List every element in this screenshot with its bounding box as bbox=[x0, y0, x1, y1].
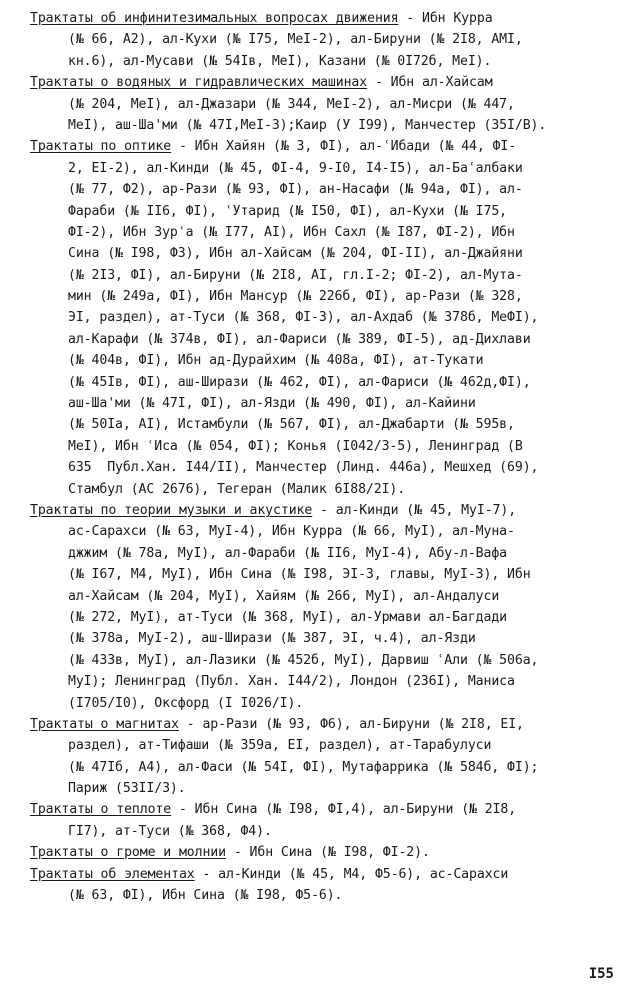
entry-text: (№ 204, МеI), ал-Джазари (№ 344, МеI-2), ал-Мисри (№ 447, bbox=[68, 96, 515, 112]
entry-text: МеI), аш-Ша'ми (№ 47I,МеI-3);Каир (У I99), Манчестер (35I/В). bbox=[68, 117, 547, 133]
entry-text: - Ибн Курра bbox=[398, 11, 493, 26]
entry-first-line bbox=[30, 72, 624, 93]
page-number: I55 bbox=[588, 966, 614, 982]
entry-text: ас-Сарахси (№ 63, МуI-4), Ибн Курра (№ 66, МуI), ал-Муна- bbox=[68, 524, 515, 540]
entry bbox=[30, 714, 624, 800]
entry-text: Сина (№ I98, Ф3), Ибн ал-Хайсам (№ 204, ФI-II), ал-Джайяни bbox=[68, 246, 523, 262]
entry-text: 635 Публ.Хан. I44/II), Манчестер (Линд. 446а), Мешхед (69), bbox=[68, 460, 539, 476]
entry-first-line bbox=[30, 842, 624, 863]
entry-text: - ал-Кинди (№ 45, МуI-7), bbox=[312, 502, 517, 518]
entry-text: джжим (№ 78а, МуI), ал-Фараби (№ II6, МуI-4), Абу-л-Вафа bbox=[68, 545, 508, 561]
entry-text: МуI); Ленинград (Публ. Хан. I44/2), Лондон (236I), Маниса bbox=[68, 674, 515, 690]
entry-heading: Трактаты о водяных и гидравлических машинах bbox=[30, 75, 368, 91]
entry-text: ГI7), ат-Туси (№ 368, Ф4). bbox=[68, 823, 272, 839]
entry-text: (№ 404в, ФI), Ибн ад-Дурайхим (№ 408а, ФI), ат-Тукати bbox=[68, 353, 484, 369]
entry-text: (№ 66, А2), ал-Кухи (№ I75, МеI-2), ал-Бируни (№ 2I8, АМI, bbox=[68, 32, 523, 48]
entry-text: аш-Ша'ми (№ 47I, ФI), ал-Язди (№ 490, ФI), ал-Кайини bbox=[68, 396, 476, 412]
entry-text: Париж (53II/3). bbox=[68, 781, 186, 797]
entry-text: (№ 50Iа, АI), Истамбули (№ 567, ФI), ал-Джабарти (№ 595в, bbox=[68, 417, 515, 433]
entry-text: ЭI, раздел), ат-Туси (№ 368, ФI-3), ал-Ахдаб (№ 378б, МеФI), bbox=[68, 310, 539, 326]
entry-text: (№ 272, МуI), ат-Туси (№ 368, МуI), ал-Урмави ал-Багдади bbox=[68, 609, 508, 625]
entry-text: - ар-Рази (№ 93, Ф6), ал-Бируни (№ 2I8, ЕI, bbox=[178, 716, 524, 732]
entry-text: (№ 77, Ф2), ар-Рази (№ 93, ФI), ан-Насафи (№ 94а, ФI), ал- bbox=[68, 182, 523, 198]
entry-text: - ал-Кинди (№ 45, М4, Ф5-6), ас-Сарахси bbox=[194, 866, 509, 882]
entry-heading: Трактаты о теплоте bbox=[30, 802, 172, 818]
entry-text: ФI-2), Ибн Зурʿа (№ I77, АI), Ибн Сахл (№ I87, ФI-2), Ибн bbox=[68, 224, 515, 240]
entry-first-line bbox=[30, 500, 624, 521]
entry-text: (№ 2I3, ФI), ал-Бируни (№ 2I8, АI, гл.I-2; ФI-2), ал-Мута- bbox=[68, 267, 523, 283]
entry bbox=[30, 72, 624, 136]
entry bbox=[30, 500, 624, 714]
entry-text: кн.6), ал-Мусави (№ 54Iв, МеI), Казани (№ 0I72б, МеI). bbox=[68, 53, 492, 69]
entry-text: - Ибн Хайян (№ 3, ФI), ал-ʿИбади (№ 44, ФI- bbox=[171, 139, 517, 155]
entry bbox=[30, 8, 624, 72]
entry bbox=[30, 799, 624, 842]
entry-text: раздел), ат-Тифаши (№ 359а, ЕI, раздел), ат-Тарабулуси bbox=[68, 738, 492, 754]
entry-heading: Трактаты о громе и молнии bbox=[30, 845, 226, 861]
entry-heading: Трактаты об инфинитезимальных вопросах движения bbox=[30, 11, 399, 26]
entry-text: - Ибн ал-Хайсам bbox=[367, 75, 493, 91]
entry-heading: Трактаты об элементах bbox=[30, 866, 195, 882]
entry-heading: Трактаты о магнитах bbox=[30, 716, 179, 732]
entry-text: (I705/I0), Оксфорд (I I026/I). bbox=[68, 695, 304, 711]
entry-text: - Ибн Сина (№ I98, ФI-2). bbox=[226, 845, 430, 861]
entry-first-line bbox=[30, 864, 624, 885]
entry-first-line bbox=[30, 799, 624, 820]
entry-first-line bbox=[30, 714, 624, 735]
entry-text: (№ 378а, МуI-2), аш-Ширази (№ 387, ЭI, ч.4), ал-Язди bbox=[68, 631, 476, 647]
entry-text: (№ 45Iв, ФI), аш-Ширази (№ 462, ФI), ал-Фариси (№ 462д,ФI), bbox=[68, 374, 531, 390]
entry-text: - Ибн Сина (№ I98, ФI,4), ал-Бируни (№ 2I8, bbox=[171, 802, 517, 818]
entry-text: ал-Карафи (№ 374в, ФI), ал-Фариси (№ 389, ФI-5), ад-Дихлави bbox=[68, 331, 531, 347]
entry bbox=[30, 136, 624, 500]
entry-text: ал-Хайсам (№ 204, МуI), Хайям (№ 266, МуI), ал-Андалуси bbox=[68, 588, 500, 604]
entry-text: мин (№ 249а, ФI), Ибн Мансур (№ 226б, ФI), ар-Рази (№ 328, bbox=[68, 289, 523, 305]
entry-text: (№ I67, М4, МуI), Ибн Сина (№ I98, ЭI-3, главы, МуI-3), Ибн bbox=[68, 567, 531, 583]
entry-text: (№ 47Iб, А4), ал-Фаси (№ 54I, ФI), Мутафаррика (№ 584б, ФI); bbox=[68, 759, 539, 775]
entry-text: (№ 433в, МуI), ал-Лазики (№ 452б, МуI), Дарвиш ʿАли (№ 506а, bbox=[68, 652, 539, 668]
entry-text: Стамбул (АС 2676), Тегеран (Малик 6I88/2I). bbox=[68, 481, 406, 497]
entry-text: МеI), Ибн ʿИса (№ 054, ФI); Конья (I042/3-5), Ленинград (В bbox=[68, 438, 523, 454]
entry bbox=[30, 864, 624, 907]
entry-first-line bbox=[30, 8, 624, 29]
entry-text: 2, ЕI-2), ал-Кинди (№ 45, ФI-4, 9-I0, I4-I5), ал-Баʿалбаки bbox=[68, 160, 523, 176]
entry-text: Фараби (№ II6, ФI), ʿУтарид (№ I50, ФI), ал-Кухи (№ I75, bbox=[68, 203, 508, 219]
entry-heading: Трактаты по оптике bbox=[30, 139, 172, 155]
entry-text: (№ 63, ФI), Ибн Сина (№ I98, Ф5-6). bbox=[68, 888, 343, 904]
entry-first-line bbox=[30, 136, 624, 157]
entry bbox=[30, 842, 624, 863]
document-page bbox=[30, 8, 624, 906]
entry-heading: Трактаты по теории музыки и акустике bbox=[30, 502, 313, 518]
